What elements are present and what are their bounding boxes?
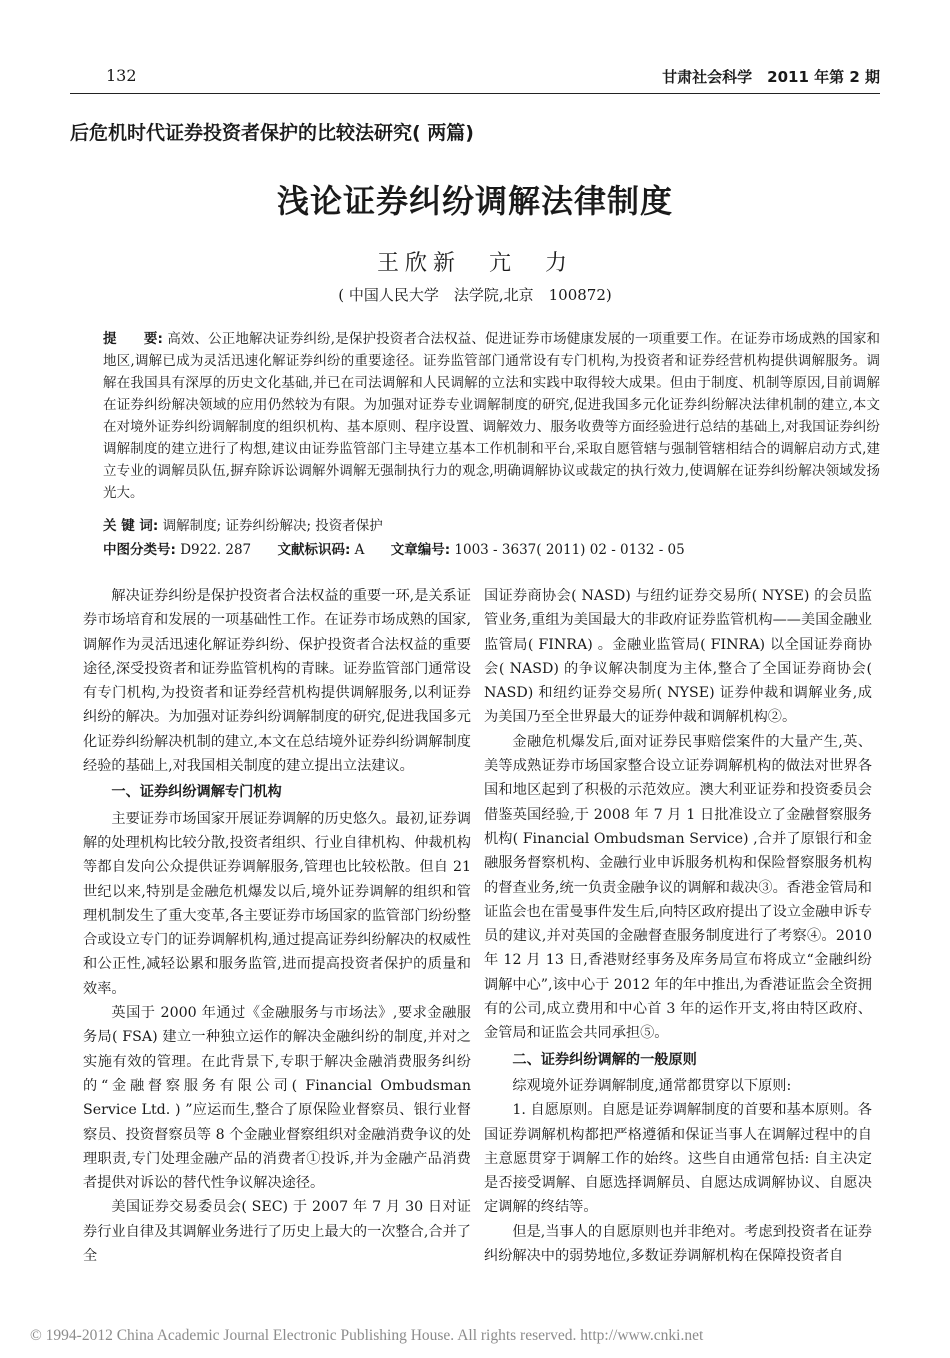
clc-label: 中图分类号: bbox=[103, 542, 176, 558]
paragraph: 英国于 2000 年通过《金融服务与市场法》,要求金融服务局( FSA) 建立一种独立运作的解决金融纠纷的制度,并对之实施有效的管理。在此背景下,专职于解决金融消费服务纠纷的“金融督察服务有限公司( Financial Ombudsman Service Ltd. ) ”应运而生,整合了原保险业督察员、银行业督察员、投资督察员等 8 个金融业督察组织对金融消费争议的处理职责,专门处理金融产品的消费者①投诉,并为金融产品消费者提供对诉讼的替代性争议解决途径。 bbox=[83, 1005, 471, 1192]
paragraph: 1. 自愿原则。自愿是证券调解制度的首要和基本原则。各国证券调解机构都把严格遵循和保证当事人在调解过程中的自主意愿贯穿于调解工作的始终。这些自由通常包括: 自主决定是否接受调解、自愿选择调解员、自愿达成调解协议、自愿决定调解的终结等。 bbox=[484, 1102, 872, 1216]
paragraph: 美国证券交易委员会( SEC) 于 2007 年 7 月 30 日对证券行业自律及其调解业务进行了历史上最大的一次整合,合并了全 bbox=[83, 1199, 471, 1265]
classification-row bbox=[103, 538, 880, 558]
clc-value: D922. 287 bbox=[180, 542, 252, 558]
copyright-footer: © 1994-2012 China Academic Journal Electronic Publishing House. All rights reserved. http://www.cnki.net bbox=[30, 1327, 704, 1344]
abstract bbox=[103, 328, 880, 504]
article-title: 浅论证券纠纷调解法律制度 bbox=[276, 182, 673, 220]
affiliation: ( 中国人民大学 法学院,北京 100872) bbox=[338, 286, 612, 304]
doc-label: 文献标识码: bbox=[277, 542, 351, 558]
doc-value: A bbox=[354, 542, 365, 558]
paragraph: 主要证券市场国家开展证券调解的历史悠久。最初,证券调解的处理机构比较分散,投资者组织、行业自律机构、仲裁机构等都自发向公众提供证券调解服务,管理也比较松散。但自 21 世纪以来,特别是金融危机爆发以后,境外证券调解的组织和管理机制发生了重大变革,各主要证券市场国家的监管部门纷纷整合或设立专门的证券调解机构,通过提高证券纠纷解决的权威性和公正性,减轻讼累和服务监管,进而提高投资者保护的质量和效率。 bbox=[83, 810, 471, 997]
paragraph: 解决证券纠纷是保护投资者合法权益的重要一环,是关系证券市场培育和发展的一项基础性工作。在证券市场成熟的国家,调解作为灵活迅速化解证券纠纷、保护投资者合法权益的重要途径,深受投资者和证券监管机构的青睐。证券监管部门通常设有专门机构,为投资者和证券经营机构提供调解服务,以利证券纠纷的解决。为加强对证券纠纷调解制度的研究,促进我国多元化证券纠纷解决机制的建立,本文在总结境外证券纠纷调解制度经验的基础上,对我国相关制度的建立提出立法建议。 bbox=[83, 588, 471, 775]
clc bbox=[103, 542, 251, 558]
keywords bbox=[103, 514, 880, 534]
paragraph: 综观境外证券调解制度,通常都贯穿以下原则: bbox=[512, 1077, 792, 1094]
body-left-column bbox=[83, 584, 471, 1268]
running-header bbox=[70, 66, 880, 92]
header-rule bbox=[70, 93, 880, 94]
keywords-text: 调解制度; 证券纠纷解决; 投资者保护 bbox=[162, 518, 383, 534]
paragraph: 但是,当事人的自愿原则也并非绝对。考虑到投资者在证券纠纷解决中的弱势地位,多数证券调解机构在保障投资者自 bbox=[484, 1223, 872, 1265]
body-right-column bbox=[484, 584, 872, 1268]
series-title: 后危机时代证券投资者保护的比较法研究( 两篇) bbox=[70, 122, 474, 144]
paragraph: 金融危机爆发后,面对证券民事赔偿案件的大量产生,英、美等成熟证券市场国家整合设立证券调解机构的做法对世界各国和地区起到了积极的示范效应。澳大利亚证券和投资委员会借鉴英国经验,于 2008 年 7 月 1 日批准设立了金融督察服务机构( Financial Ombudsman Service) ,合并了原银行和金融服务督察机构、金融行业申诉服务机构和保险督察服务机构的督查业务,统一负责金融争议的调解和裁决③。香港金管局和证监会也在雷曼事件发生后,向特区政府提出了设立金融申诉专员的建议,并对英国的金融督查服务制度进行了考察④。2010 年 12 月 13 日,香港财经事务及库务局宣布将成立“金融纠纷调解中心”,该中心于 2012 年的年中推出,为香港证监会全资拥有的公司,成立费用和中心首 3 年的运作开支,将由特区政府、金管局和证监会共同承担⑤。 bbox=[484, 733, 872, 1042]
section-heading: 二、证券纠纷调解的一般原则 bbox=[512, 1051, 697, 1068]
article-value: 1003 - 3637( 2011) 02 - 0132 - 05 bbox=[454, 542, 685, 558]
paragraph: 国证券商协会( NASD) 与纽约证券交易所( NYSE) 的会员监管业务,重组为美国最大的非政府证券监管机构——美国金融业监管局( FINRA) 。金融业监管局( FINRA) 以全国证券商协会( NASD) 的争议解决制度为主体,整合了全国证券商协会( NASD) 和纽约证券交易所( NYSE) 证券仲裁和调解业务,成为美国乃至全世界最大的证券仲裁和调解机构②。 bbox=[484, 588, 872, 726]
article-no bbox=[391, 542, 685, 558]
abstract-text: 高效、公正地解决证券纠纷,是保护投资者合法权益、促进证券市场健康发展的一项重要工作。在证券市场成熟的国家和地区,调解已成为灵活迅速化解证券纠纷的重要途径。证券监管部门通常设有专门机构,为投资者和证券经营机构提供调解服务。调解在我国具有深厚的历史文化基础,并已在司法调解和人民调解的立法和实践中取得较大成果。但由于制度、机制等原因,目前调解在证券纠纷解决领域的应用仍然较为有限。为加强对证券专业调解制度的研究,促进我国多元化证券纠纷解决法律机制的建立,本文在对境外证券纠纷调解制度的组织机构、基本原则、程序设置、调解效力、服务收费等方面经验进行总结的基础上,对我国证券纠纷调解制度的建立进行了构想,建议由证券监管部门主导建立基本工作机制和平台,采取自愿管辖与强制管辖相结合的调解启动方式,建立专业的调解员队伍,摒弃除诉讼调解外调解无强制执行力的观念,明确调解协议或裁定的执行效力,使调解在证券纠纷解决领域发扬光大。 bbox=[103, 331, 880, 501]
doc-code bbox=[277, 542, 364, 558]
page-number: 132 bbox=[106, 66, 137, 85]
authors: 王欣新 亢 力 bbox=[376, 251, 573, 276]
abstract-label: 提 要: bbox=[103, 331, 163, 347]
section-heading: 一、证券纠纷调解专门机构 bbox=[111, 784, 282, 801]
journal-info: 甘肃社会科学 2011 年第 2 期 bbox=[662, 68, 880, 86]
keywords-label: 关 键 词: bbox=[103, 518, 159, 534]
article-label: 文章编号: bbox=[390, 542, 451, 558]
